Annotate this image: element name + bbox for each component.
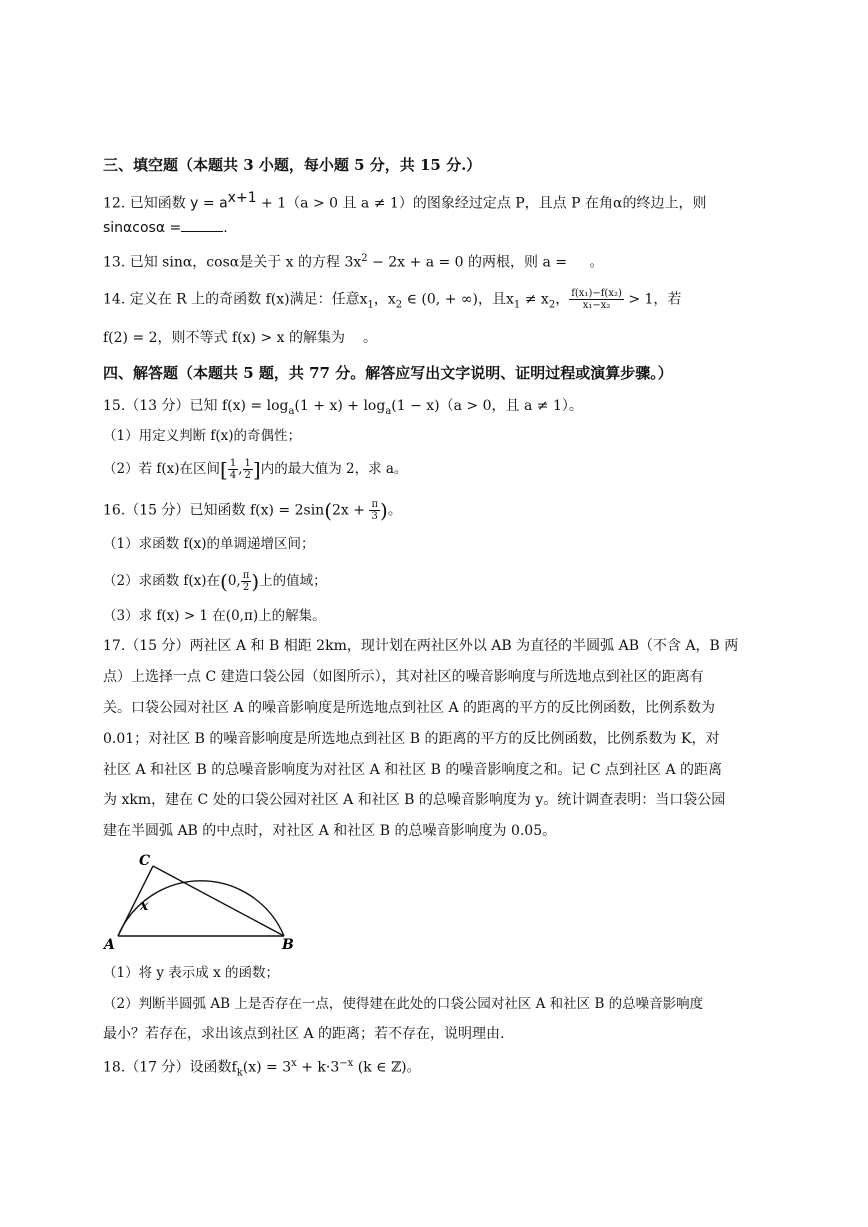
q14-sub-1: 1 bbox=[367, 299, 374, 311]
question-17-part-2-line-2 bbox=[103, 1024, 783, 1044]
q14-text-c: ∈ (0, + ∞)，且x bbox=[402, 291, 514, 308]
q16-frac-num: π bbox=[371, 499, 379, 510]
q18-sub: k bbox=[236, 1067, 243, 1079]
q14-text-b: ，x bbox=[373, 291, 396, 308]
question-12-line-2 bbox=[103, 218, 783, 238]
q13-exponent: 2 bbox=[361, 253, 368, 264]
question-15-part-1 bbox=[103, 426, 783, 446]
question-17-part-2-line-1 bbox=[103, 994, 783, 1014]
q18-text-d: (k ∈ ℤ)。 bbox=[353, 1059, 421, 1076]
q14-text-e: ， bbox=[555, 291, 570, 308]
question-14-line-2 bbox=[103, 328, 783, 348]
q16-end: 。 bbox=[387, 502, 402, 519]
q15-frac2-num: 1 bbox=[244, 458, 251, 469]
q16-part-2-text-b: 上的值域； bbox=[259, 573, 327, 589]
q15-text-a: 15.（13 分）已知 f(x) = log bbox=[103, 398, 289, 414]
question-17-part-1 bbox=[103, 963, 783, 983]
q15-left-bracket: [ bbox=[220, 457, 228, 482]
q15-frac2-den: 2 bbox=[244, 470, 251, 481]
label-a: A bbox=[104, 937, 115, 952]
semicircle-figure bbox=[100, 848, 300, 952]
q14-frac-den: x₁−x₂ bbox=[582, 300, 611, 311]
question-12-line-1 bbox=[103, 188, 783, 214]
q18-exp-2: −x bbox=[339, 1058, 354, 1069]
q15-part-1: （1）用定义判断 f(x)的奇偶性； bbox=[103, 428, 302, 444]
question-16-part-3 bbox=[103, 606, 783, 626]
question-15-main bbox=[103, 396, 783, 422]
q13-text-a: 13. 已知 sinα，cosα是关于 x 的方程 3x bbox=[103, 254, 362, 271]
q17-part-2-b: 最小？若存在，求出该点到社区 A 的距离；若不存在，说明理由. bbox=[103, 1026, 505, 1042]
q18-text-b: (x) = 3 bbox=[242, 1059, 292, 1076]
q14-end: 。 bbox=[362, 330, 377, 346]
q17-line-7: 建在半圆弧 AB 的中点时，对社区 A 和社区 B 的总噪音影响度为 0.05。 bbox=[103, 823, 557, 839]
q12-text-b: + 1（a > 0 且 a ≠ 1）的图象经过定点 P，且点 P 在角α的终边上，则 bbox=[256, 195, 707, 212]
q14-text-d: ≠ x bbox=[520, 291, 549, 308]
q15-right-bracket: ] bbox=[252, 457, 261, 482]
question-16-part-2 bbox=[103, 570, 783, 593]
q12-text-a: 12. 已知函数 bbox=[103, 195, 191, 212]
q18-exp-1: x bbox=[291, 1058, 297, 1069]
question-13 bbox=[103, 249, 783, 273]
q14-sub-3: 1 bbox=[513, 299, 521, 311]
q15-part-2-text-b: 内的最大值为 2，求 a。 bbox=[260, 461, 408, 477]
q18-text-c: + k·3 bbox=[296, 1059, 340, 1076]
q16-right-paren: ) bbox=[380, 498, 388, 523]
q17-line-2: 点）上选择一点 C 建造口袋公园（如图所示），其对社区的噪音影响度与所选地点到社区的距离有 bbox=[103, 669, 704, 685]
q12-answer-blank bbox=[181, 218, 223, 232]
q16-part2-frac-num: π bbox=[242, 570, 250, 581]
q15-part-2-text-a: （2）若 f(x)在区间 bbox=[103, 461, 221, 477]
question-16-main bbox=[103, 499, 783, 522]
q12-end: . bbox=[223, 220, 228, 236]
q16-part2-right-paren: ) bbox=[251, 569, 260, 594]
chord-cb bbox=[153, 866, 284, 936]
q17-line-6: 为 xkm，建在 C 处的口袋公园对社区 A 和社区 B 的总噪音影响度为 y。统计调查表明：当口袋公园 bbox=[103, 792, 726, 808]
q14-text-a: 14. 定义在 R 上的奇函数 f(x)满足：任意x bbox=[103, 291, 368, 308]
q16-part-3: （3）求 f(x) > 1 在(0,π)上的解集。 bbox=[103, 608, 326, 624]
q16-frac-den: 3 bbox=[371, 511, 378, 522]
question-18 bbox=[103, 1054, 783, 1083]
section-3-title: 三、填空题（本题共 3 小题，每小题 5 分，共 15 分.） bbox=[103, 156, 482, 174]
q17-line-5: 社区 A 和社区 B 的总噪音影响度为对社区 A 和社区 B 的噪音影响度之和。记 C 点到社区 A 的距离 bbox=[103, 762, 723, 778]
q15-interval-start bbox=[228, 458, 238, 481]
question-15-part-2: （2）若 f(x)在区间[ $\frac{1}{4}$ , $\frac{1}{2}$ ]内的最大值为 2，求 a。 bbox=[103, 457, 408, 482]
q15-sub-b: a bbox=[385, 405, 392, 417]
q17-line-1: 17.（15 分）两社区 A 和 B 相距 2km，现计划在两社区外以 AB 为直径的半圆弧 AB（不含 A，B 两 bbox=[103, 638, 739, 654]
q14-sub-4: 2 bbox=[548, 299, 556, 311]
q16-left-paren: ( bbox=[324, 498, 333, 523]
q16-part-2-text-a: （2）求函数 f(x)在 bbox=[103, 573, 221, 589]
q16-part2-interval-left: 0, bbox=[227, 573, 241, 589]
q15-frac1-den: 4 bbox=[229, 470, 237, 481]
q16-fraction bbox=[369, 499, 380, 522]
q16-inner: 2x + bbox=[332, 502, 370, 519]
q12-formula: y = a bbox=[190, 195, 228, 212]
label-x: x bbox=[140, 898, 149, 914]
section-3-heading bbox=[103, 155, 783, 175]
q15-text-b: (1 + x) + log bbox=[294, 398, 386, 414]
q17-line-3: 关。口袋公园对社区 A 的噪音影响度是所选地点到社区 A 的距离的平方的反比例函数，比例系数为 bbox=[103, 700, 716, 716]
label-b: B bbox=[282, 937, 294, 952]
q14-sub-2: 2 bbox=[395, 299, 403, 311]
q17-line-4: 0.01；对社区 B 的噪音影响度是所选地点到社区 B 的距离的平方的反比例函数，比例系数为 K，对 bbox=[103, 731, 720, 747]
q15-text-c: (1 − x)（a > 0，且 a ≠ 1）。 bbox=[391, 398, 583, 414]
q12-expression: sinαcosα = bbox=[103, 220, 182, 236]
q17-part-1: （1）将 y 表示成 x 的函数； bbox=[103, 965, 279, 981]
q16-text-a: 16.（15 分）已知函数 f(x) = 2sin bbox=[103, 502, 325, 519]
section-4-title: 四、解答题（本题共 5 题，共 77 分。解答应写出文字说明、证明过程或演算步骤。） bbox=[103, 364, 673, 382]
q16-part2-left-paren: ( bbox=[220, 569, 228, 594]
q14-text-line2: f(2) = 2，则不等式 f(x) > x 的解集为 bbox=[103, 330, 345, 346]
question-16-part-1 bbox=[103, 534, 783, 554]
q13-text-b: − 2x + a = 0 的两根，则 a = bbox=[367, 254, 572, 271]
q15-frac1-num: 1 bbox=[229, 458, 237, 469]
q15-sub-a: a bbox=[288, 405, 295, 417]
question-14-line-1 bbox=[103, 288, 783, 315]
q14-text-f: > 1，若 bbox=[623, 291, 682, 308]
section-4-heading bbox=[103, 363, 783, 383]
q12-exponent: x+1 bbox=[227, 190, 257, 206]
q13-end: 。 bbox=[589, 254, 604, 271]
label-c: C bbox=[139, 853, 151, 869]
q18-text-a: 18.（17 分）设函数f bbox=[103, 1059, 237, 1076]
q16-part2-fraction bbox=[241, 570, 252, 593]
q14-frac-num: f(x₁)−f(x₂) bbox=[571, 288, 622, 299]
q14-fraction bbox=[569, 288, 624, 311]
q16-part2-frac-den: 2 bbox=[242, 582, 250, 593]
q17-part-2-a: （2）判断半圆弧 AB 上是否存在一点，使得建在此处的口袋公园对社区 A 和社区 B 的总噪音影响度 bbox=[103, 996, 704, 1012]
q16-part-1: （1）求函数 f(x)的单调递增区间； bbox=[103, 536, 315, 552]
q15-interval-end bbox=[243, 458, 253, 481]
